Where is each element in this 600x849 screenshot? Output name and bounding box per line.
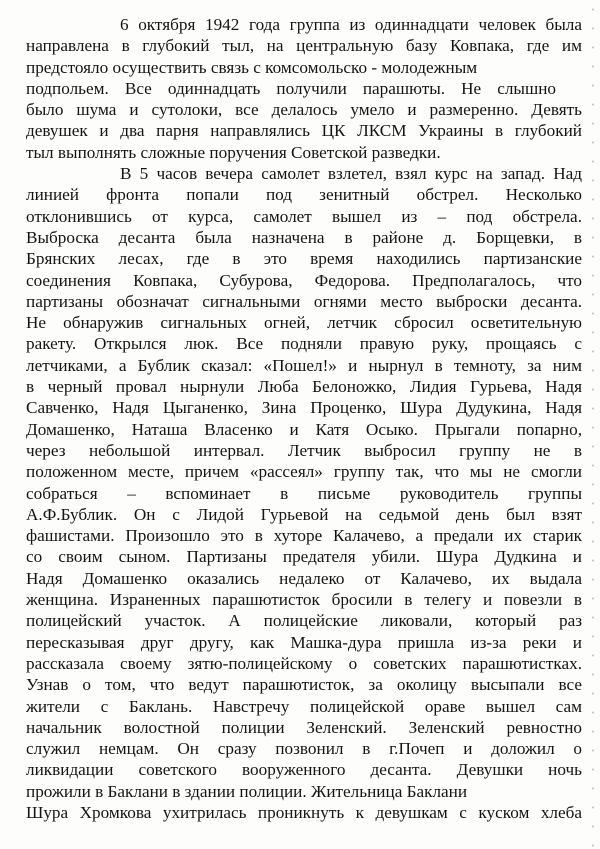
paragraph-line: партизаны обозначат сигнальными огнями место выброски десанта. [26,291,582,311]
paragraph-line: женщина. Израненных парашютисток бросили в телегу и повезли в [26,590,582,610]
paragraph-line: Узнав о том, что ведут парашютисток, за околицу высыпали все [26,675,582,695]
paragraph-line: фашистами. Произошло это в хуторе Калачево, а предали их старик [26,526,582,546]
paragraph-line: Брянских лесах, где в это время находились партизанские [26,249,582,269]
paragraph-line: пересказывая друг другу, как Машка-дура пришла из-за реки и [26,632,582,652]
paragraph-line: девушек и два парня направлялись ЦК ЛКСМ Украины в глубокий [26,121,582,141]
paragraph-line: рассказала своему зятю-полицейскому о советских парашютистках. [26,653,582,673]
paragraph-line: летчиками, а Бублик сказал: «Пошел!» и нырнул в темноту, за ним [26,355,582,375]
paragraph-line: жители с Баклань. Навстречу полицейской ораве вышел сам [26,696,582,716]
scan-edge-artifact [588,0,598,849]
paragraph-line: со своим сыном. Партизаны предателя убили. Шура Дудкина и [26,547,582,567]
document-text [26,14,582,823]
paragraph-line: прожили в Баклани в здании полиции. Жительница Баклани [26,781,468,801]
paragraph-line: 6 октября 1942 года группа из одиннадцати человек была [120,15,582,34]
paragraph-line: служил немцам. Он сразу позвонил в г.Почеп и доложил о [26,739,582,759]
paragraph-line: Не обнаружив сигнальных огней, летчик сбросил осветительную [26,313,582,333]
paragraph-line: собраться – вспоминает в письме руководитель группы [26,483,582,503]
paragraph-line: В 5 часов вечера самолет взлетел, взял курс на запад. Над [120,164,582,184]
paragraph-line: подпольем. Все одиннадцать получили парашюты. Не слышно [26,78,556,98]
paragraph-line: отклонившись от курса, самолет вышел из – под обстрела. [26,206,582,226]
paragraph-line: Савченко, Надя Цыганенко, Зина Проценко, Шура Дудукина, Надя [26,398,582,418]
paragraph-line: через небольшой интервал. Летчик выбросил группу не в [26,440,582,460]
paragraph-line: соединения Ковпака, Субурова, Федорова. Предполагалось, что [26,270,582,290]
paragraph-line: положенном месте, причем «рассеял» группу так, что мы не смогли [26,462,582,482]
paragraph-line: полицейский участок. А полицейские ликовали, который раз [26,611,582,631]
paragraph-line: линией фронта попали под зенитный обстрел. Несколько [26,185,582,205]
paragraph-line: ликвидации советского вооруженного десанта. Девушки ночь [26,760,582,780]
paragraph-line: предстояло осуществить связь с комсомольско - молодежным [26,57,478,77]
paragraph-line: Шура Хромкова ухитрилась проникнуть к девушкам с куском хлеба [26,802,582,822]
paragraph-line: было шума и сутолоки, все делалось умело и размеренно. Девять [26,100,582,120]
paragraph-line: Надя Домашенко оказались недалеко от Калачево, их выдала [26,568,582,588]
paragraph-line: Выброска десанта была назначена в районе д. Борщевки, в [26,227,582,247]
paragraph-line: ракету. Открылся люк. Все подняли правую руку, прощаясь с [26,334,582,354]
paragraph-line: Домашенко, Наташа Власенко и Катя Осыко. Прыгали попарно, [26,419,582,439]
paragraph-line: А.Ф.Бублик. Он с Лидой Гурьевой на седьмой день был взят [26,504,582,524]
paragraph-line: тыл выполнять сложные поручения Советской разведки. [26,142,441,162]
paragraph-line: направлена в глубокий тыл, на центральную базу Ковпака, где им [26,36,582,56]
paragraph-line: в черный провал нырнули Люба Белоножко, Лидия Гурьева, Надя [26,377,582,397]
paragraph-line: начальник волостной полиции Зеленский. Зеленский ревностно [26,717,582,737]
